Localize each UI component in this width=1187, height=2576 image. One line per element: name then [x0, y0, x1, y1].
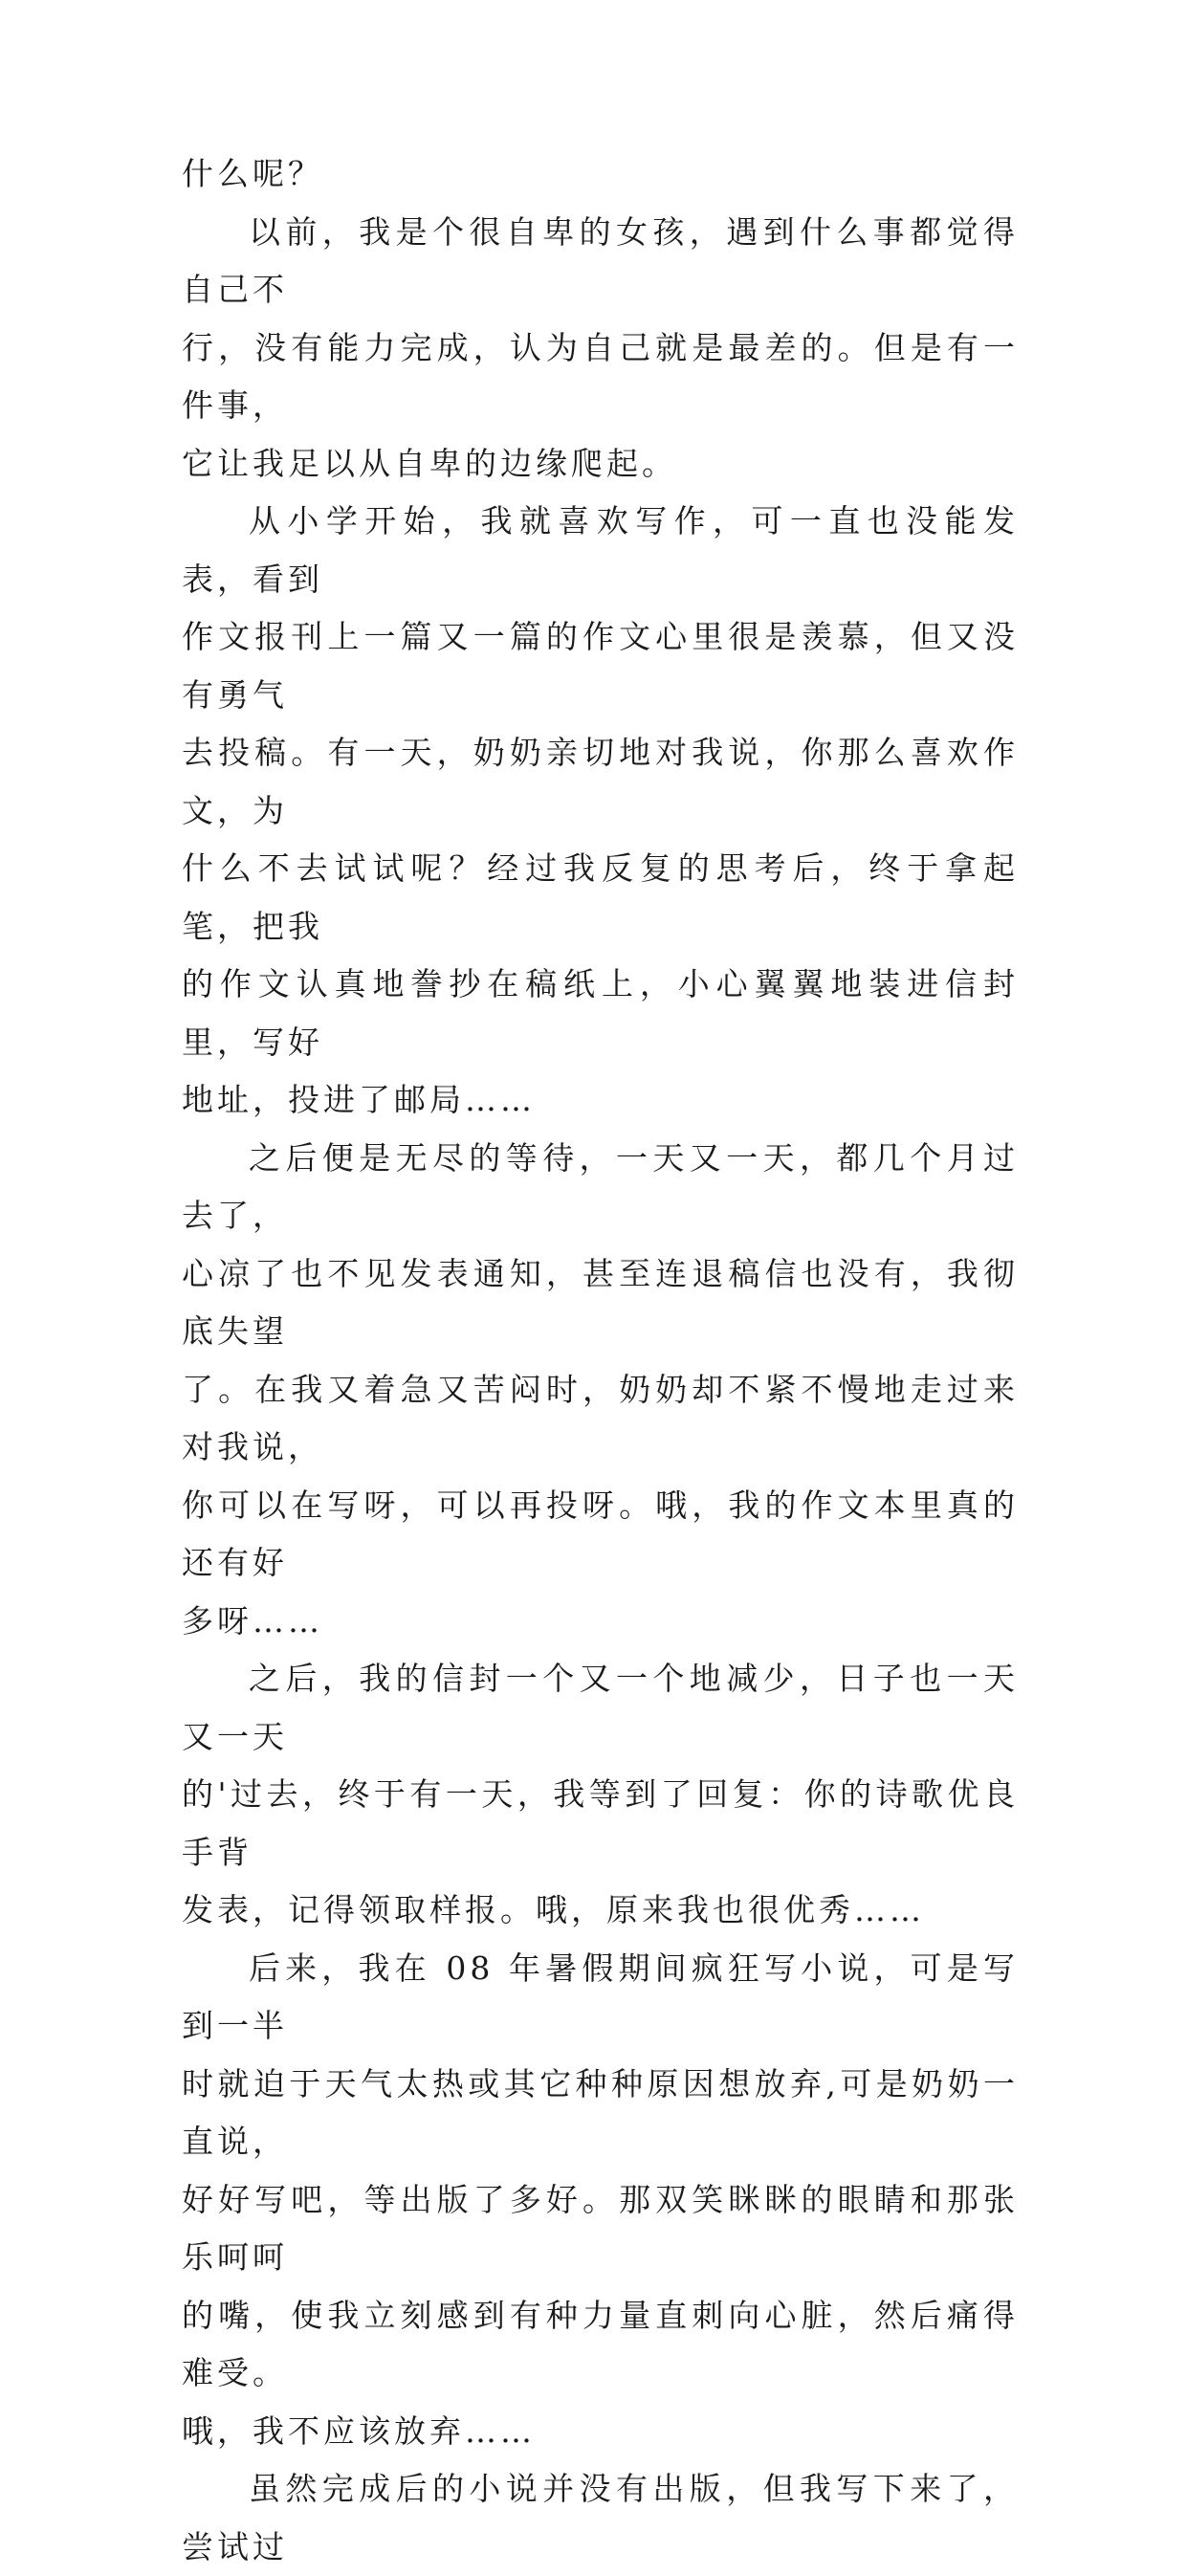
text-line: 了。在我又着急又苦闷时，奶奶却不紧不慢地走过来对我说， — [182, 1370, 1019, 1465]
text-line: 之后，我的信封一个又一个地减少，日子也一天又一天 — [182, 1660, 1019, 1755]
text-line: 你可以在写呀，可以再投呀。哦，我的作文本里真的还有好 — [182, 1486, 1019, 1581]
text-line: 哦，我不应该放弃…… — [182, 2411, 536, 2450]
paragraph-3 — [182, 493, 1019, 1130]
text-line: 的'过去，终于有一天，我等到了回复：你的诗歌优良手背 — [182, 1775, 1019, 1871]
paragraph-2 — [182, 204, 1019, 494]
text-line: 行，没有能力完成，认为自己就是最差的。但是有一件事， — [182, 328, 1019, 424]
text-line: 以前，我是个很自卑的女孩，遇到什么事都觉得自己不 — [182, 212, 1019, 308]
text-line: 的作文认真地誊抄在稿纸上，小心翼翼地装进信封里，写好 — [182, 965, 1019, 1061]
paragraph-4 — [182, 1130, 1019, 1651]
text-line: 多呀…… — [182, 1601, 323, 1640]
paragraph-7 — [182, 2460, 1019, 2576]
text-line: 什么呢？ — [182, 155, 323, 192]
text-line: 什么不去试试呢？经过我反复的思考后，终于拿起笔，把我 — [182, 849, 1019, 945]
paragraph-1 — [182, 145, 1019, 204]
document-page — [182, 145, 1019, 2576]
text-line: 心凉了也不见发表通知，甚至连退稿信也没有，我彻底失望 — [182, 1254, 1019, 1350]
text-line: 作文报刊上一篇又一篇的作文心里很是羡慕，但又没有勇气 — [182, 618, 1019, 714]
text-line: 时就迫于天气太热或其它种种原因想放弃,可是奶奶一直说， — [182, 2064, 1019, 2160]
text-line: 的嘴，使我立刻感到有种力量直刺向心脏，然后痛得难受。 — [182, 2296, 1019, 2391]
text-line: 之后便是无尽的等待，一天又一天，都几个月过去了， — [182, 1138, 1019, 1234]
text-line: 后来，我在 08 年暑假期间疯狂写小说，可是写到一半 — [182, 1949, 1019, 2044]
text-line: 好好写吧，等出版了多好。那双笑眯眯的眼睛和那张乐呵呵 — [182, 2180, 1019, 2276]
paragraph-5 — [182, 1650, 1019, 1940]
text-line: 去投稿。有一天，奶奶亲切地对我说，你那么喜欢作文，为 — [182, 734, 1019, 829]
text-line: 地址，投进了邮局…… — [182, 1081, 536, 1118]
text-line: 它让我足以从自卑的边缘爬起。 — [182, 444, 677, 482]
text-line: 从小学开始，我就喜欢写作，可一直也没能发表，看到 — [182, 502, 1019, 598]
text-line: 虽然完成后的小说并没有出版，但我写下来了，尝试过 — [182, 2470, 1019, 2565]
paragraph-6 — [182, 1940, 1019, 2461]
text-line: 发表，记得领取样报。哦，原来我也很优秀…… — [182, 1891, 925, 1928]
